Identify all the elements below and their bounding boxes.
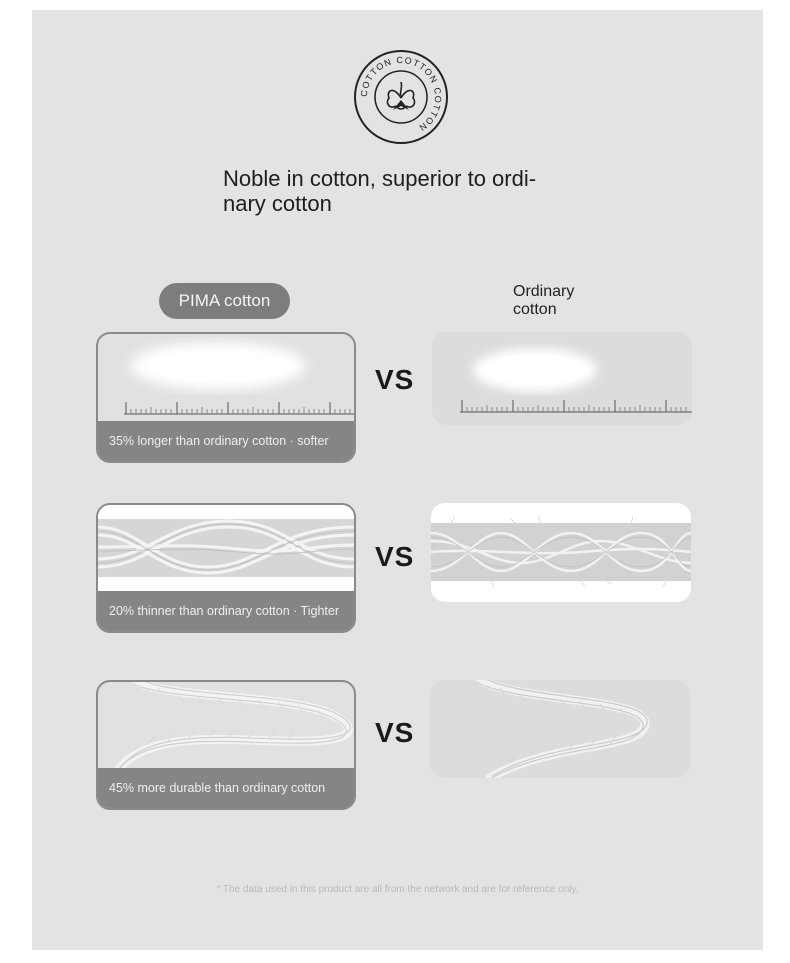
page-headline: [223, 166, 583, 216]
pima-yarn-image: [98, 505, 354, 593]
ordinary-yarn-image: [431, 503, 691, 602]
ordinary-thread-image: [430, 680, 690, 778]
vs-label-3: VS: [375, 717, 415, 748]
vs-label-1: VS: [375, 364, 415, 395]
logo-ring-text: COTTON COTTON COTTON: [358, 54, 444, 134]
ordinary-thread-card: [430, 680, 690, 778]
ordinary-fiber-length-card: [432, 332, 692, 425]
disclaimer-text: * The data used in this product are all from the network and are for reference only.: [216, 884, 579, 895]
ordinary-fiber-length-image: [432, 332, 692, 425]
cotton-logo-icon: [352, 48, 450, 146]
headline-line-1: Noble in cotton, superior to ordi-: [223, 166, 537, 191]
headline-line-2: nary cotton: [223, 191, 332, 216]
ordinary-cotton-label: [513, 283, 633, 319]
pima-thread-image: [98, 682, 354, 770]
ordinary-label-line-1: Ordinary: [513, 283, 575, 300]
pima-thread-card: [96, 680, 356, 810]
ordinary-yarn-card: [431, 503, 691, 602]
pima-length-caption: 35% longer than ordinary cotton · softer: [98, 421, 354, 461]
ordinary-label-line-2: cotton: [513, 301, 557, 318]
pima-cotton-pill: PIMA cotton: [159, 283, 290, 319]
pima-fiber-length-card: [96, 332, 356, 463]
vs-label-2: VS: [375, 541, 415, 572]
pima-fiber-length-image: [98, 334, 354, 422]
pima-durability-caption: 45% more durable than ordinary cotton: [98, 768, 354, 808]
pima-yarn-card: [96, 503, 356, 633]
pima-thinness-caption: 20% thinner than ordinary cotton · Tighter: [98, 591, 354, 631]
